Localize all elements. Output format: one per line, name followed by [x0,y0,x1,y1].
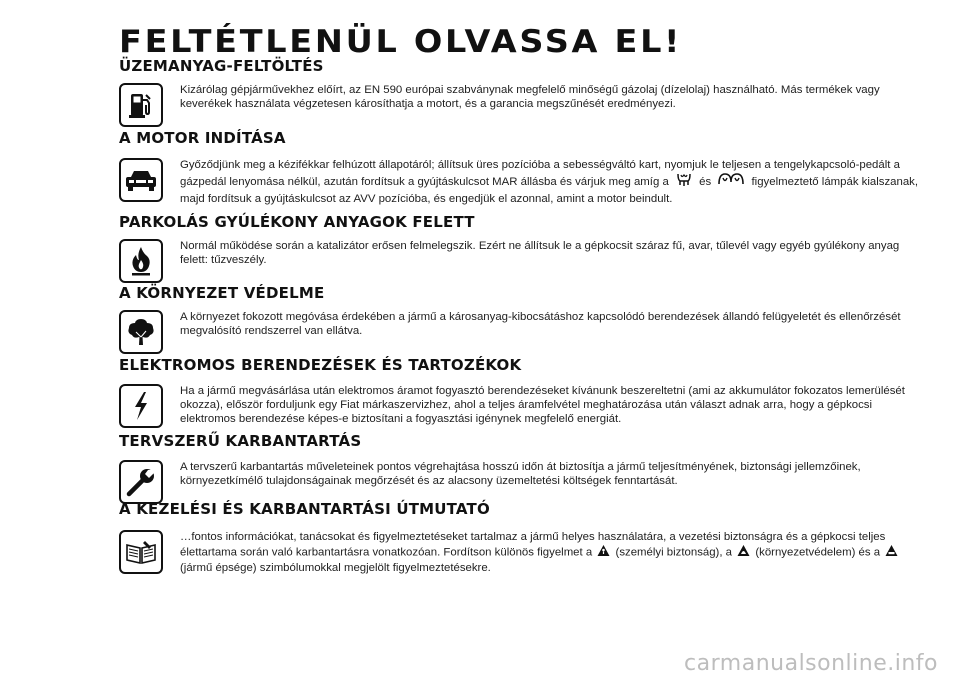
wrench-icon [119,460,163,504]
section-maintenance [119,432,919,488]
section-heading: A KÖRNYEZET VÉDELME [119,284,325,302]
open-book-icon [119,530,163,574]
section-refuelling [119,57,919,111]
section-body [119,310,919,338]
glow-plug-warning-icon [674,172,694,192]
section-body [119,384,919,427]
section-body [119,460,919,488]
section-body [119,239,919,267]
text-part: (személyi biztonság), a [615,546,733,559]
page-title: FELTÉTLENÜL OLVASSA EL! [119,24,683,60]
section-text: Ha a jármű megvásárlása után elektromos áramot fogyasztó berendezéseket kívánunk beszereltetni (ami az akkumulátor fokozatos lemerülését okozza), először forduljunk egy Fiat márkaszervizhez, ahol a teljes áramfelvétel meghatározása után választ adnak arra, hogy a gépkocsi elektromos berendezése képes-e biztosítani a fogyasztási igénynek megfelelő energiát. [180,385,905,426]
section-heading: A MOTOR INDÍTÁSA [119,129,286,147]
flame-icon [119,239,163,283]
text-part: figyelmeztető lámpák kialszanak, majd fordítsuk a gyújtáskulcsot az AVV pozícióba, és engedjük el azonnal, amint a motor beindult. [180,176,919,206]
section-heading: TERVSZERŰ KARBANTARTÁS [119,432,362,450]
section-heading: A KEZELÉSI ÉS KARBANTARTÁSI ÚTMUTATÓ [119,500,490,518]
section-heading: ELEKTROMOS BERENDEZÉSEK ÉS TARTOZÉKOK [119,356,522,374]
section-body [119,530,919,576]
text-part: Győződjünk meg a kézifékkar felhúzott állapotáról; állítsuk üres pozícióba a sebességváltó kart, nyomjuk le teljesen a tengelykapcsoló-pedált a gázpedál lenyomása nélkül, azután fordítsuk a gyújtáskulcsot MAR állásba és várjuk meg amíg a [180,159,900,189]
text-part: (környezetvédelem) és a [755,546,881,559]
section-heading: PARKOLÁS GYÚLÉKONY ANYAGOK FELETT [119,213,475,231]
section-environment [119,284,919,338]
environment-symbol-icon [737,544,750,561]
section-body [119,158,919,207]
car-icon [119,158,163,202]
section-text [180,158,919,207]
text-part: (jármű épsége) szimbólumokkal megjelölt figyelmeztetésekre. [180,562,491,575]
section-owner-manual [119,500,919,576]
vehicle-symbol-icon [885,544,898,561]
watermark: carmanualsonline.info [684,651,938,676]
section-engine-start [119,129,919,207]
tree-icon [119,310,163,354]
text-part: …fontos információkat, tanácsokat és figyelmeztetéseket tartalmaz a jármű helyes használatára, a vezetési biztonságra és a gépkocsi teljes élettartama során való karbantartásra vonatkozóan. Fordítson különös figyelmet a [180,531,886,559]
section-text: A tervszerű karbantartás műveleteinek pontos végrehajtása hosszú időn át biztosítja a jármű teljesítményének, biztonsági jellemzőinek, környezetkímélő tulajdonságainak megőrzését és az alacsony üzemeltetési költségek fenntartását. [180,461,861,488]
lightning-icon [119,384,163,428]
section-text [180,530,919,576]
section-text: Kizárólag gépjárművekhez előírt, az EN 590 európai szabványnak megfelelő minőségű gázolaj (dízelolaj) használható. Más termékek vagy keverékek használata végzetesen károsíthatja a motort, és a garancia megszűnését eredményezi. [180,84,880,111]
section-parking [119,213,919,267]
section-text: A környezet fokozott megóvása érdekében a jármű a károsanyag-kibocsátáshoz kapcsolódó berendezések állandó felügyeletét és ellenőrzését megvalósító rendszerrel van ellátva. [180,311,901,338]
section-body [119,83,919,111]
section-electrical [119,356,919,427]
section-heading: ÜZEMANYAG-FELTÖLTÉS [119,57,324,75]
glow-plug-coil-icon [716,172,746,192]
section-text: Normál működése során a katalizátor erősen felmelegszik. Ezért ne állítsuk le a gépkocsit száraz fű, avar, tűlevél vagy egyéb gyúlékony anyag felett: tűzveszély. [180,240,900,267]
text-part: és [699,176,712,189]
person-symbol-icon [597,544,610,561]
fuel-pump-icon [119,83,163,127]
